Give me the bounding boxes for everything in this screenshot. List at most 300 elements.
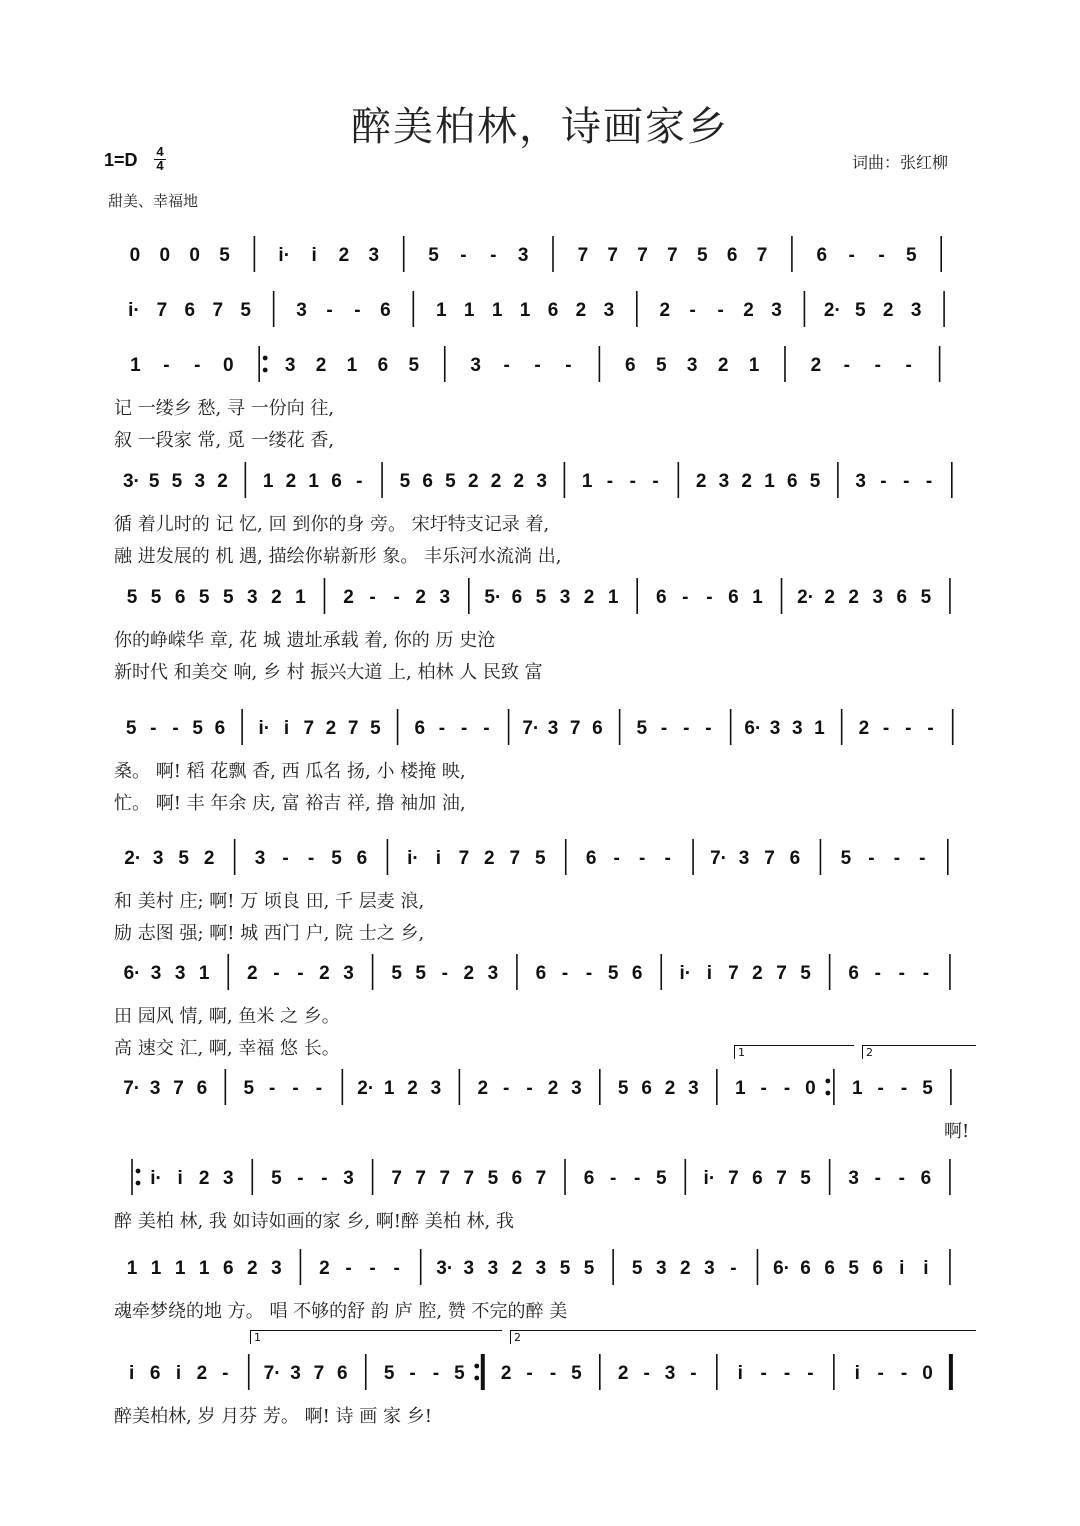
score-system (114, 232, 980, 276)
note: 2 (315, 355, 327, 376)
note: 2 (848, 587, 859, 608)
note: 2 (325, 718, 337, 739)
note: i (899, 1258, 905, 1279)
note: 6 (149, 1363, 161, 1384)
note: 5 (222, 587, 234, 608)
note: 2 (319, 1258, 330, 1279)
note: 6 (848, 963, 859, 984)
note: 5 (559, 1258, 571, 1279)
score-system (114, 1155, 980, 1199)
lyric-line: 新时代 和美交 响, 乡 村 振兴大道 上, 柏林 人 民致 富 (114, 662, 543, 683)
note: 7 (728, 1168, 739, 1189)
hold-dash: - (461, 718, 468, 739)
note: 5 (800, 1168, 811, 1189)
score-system (114, 1245, 980, 1289)
note: 5 (631, 1258, 643, 1279)
hold-dash: - (409, 1363, 416, 1384)
repeat-dot (263, 356, 268, 361)
note: 3 (910, 300, 922, 321)
notation-line (114, 950, 980, 994)
note: 6 (896, 587, 908, 608)
hold-dash: - (689, 300, 696, 321)
note: 2 (407, 1078, 418, 1099)
lyric-line: 高 速交 汇, 啊, 幸福 悠 长。 (114, 1038, 340, 1059)
note: 2 (695, 471, 707, 492)
note: 6 (631, 963, 643, 984)
note: 7 (303, 718, 315, 739)
note: 1 (295, 587, 306, 608)
note: 6 (752, 1168, 763, 1189)
note: 5 (487, 1168, 499, 1189)
note: 6 (641, 1078, 652, 1099)
note: 3 (296, 300, 307, 321)
note: 5 (809, 471, 821, 492)
volta-bracket: 1 (734, 1045, 854, 1059)
hold-dash: - (292, 1078, 299, 1099)
tempo-marking: 甜美、幸福地 (108, 192, 199, 210)
note: 5· (484, 587, 502, 608)
time-signature-top: 4 (156, 144, 164, 159)
note: 3 (254, 848, 266, 869)
note: 5 (243, 1078, 255, 1099)
note: 3 (463, 1258, 475, 1279)
note: 2 (743, 300, 754, 321)
lyric-line: 醉美柏林, 岁 月芬 芳。 啊! 诗 画 家 乡! (114, 1406, 432, 1427)
note: 6 (787, 471, 798, 492)
volta-bracket: 1 (250, 1330, 502, 1344)
note: i· (407, 848, 419, 869)
hold-dash: - (356, 471, 363, 492)
hold-dash: - (561, 963, 569, 984)
note: 3 (517, 245, 529, 266)
score-system (114, 574, 980, 618)
note: 5 (240, 300, 251, 321)
note: 3 (152, 848, 164, 869)
note: 3 (547, 718, 559, 739)
hold-dash: - (549, 1363, 557, 1384)
note: 0 (189, 245, 200, 266)
note: 2· (124, 848, 142, 869)
note: 3 (686, 355, 698, 376)
note: 5 (171, 471, 183, 492)
note: 3 (343, 963, 354, 984)
note: 1 (262, 471, 274, 492)
note: 5 (370, 718, 381, 739)
note: 2 (659, 300, 671, 321)
note: 7 (463, 1168, 475, 1189)
note: 2 (500, 1363, 512, 1384)
hold-dash: - (760, 1363, 767, 1384)
note: 7 (439, 1168, 451, 1189)
lyric-line: 记 一缕乡 愁, 寻 一份向 往, (114, 398, 335, 419)
hold-dash: - (807, 1363, 814, 1384)
notation-line (114, 1245, 980, 1289)
note: 3 (791, 718, 803, 739)
note: 5 (428, 245, 439, 266)
hold-dash: - (565, 355, 572, 376)
note: 5 (855, 300, 866, 321)
note: 2 (217, 471, 228, 492)
note: 5 (655, 1168, 667, 1189)
note: 5 (607, 963, 619, 984)
note: 3 (571, 1078, 582, 1099)
note: 2 (680, 1258, 691, 1279)
note: 1 (198, 1258, 210, 1279)
hold-dash: - (874, 355, 881, 376)
score-system (114, 342, 980, 386)
note: 3 (769, 718, 781, 739)
note: 1 (519, 300, 531, 321)
hold-dash: - (150, 718, 157, 739)
note: 2 (824, 587, 835, 608)
hold-dash: - (905, 718, 912, 739)
hold-dash: - (438, 718, 446, 739)
note: 5 (636, 718, 648, 739)
note: 2 (513, 471, 525, 492)
note: 2 (511, 1258, 523, 1279)
note: 3 (222, 1168, 234, 1189)
note: 3 (487, 1258, 499, 1279)
note: 6 (728, 587, 739, 608)
note: 5 (126, 587, 138, 608)
notation-line (114, 574, 980, 618)
note: 7· (522, 718, 540, 739)
note: 2 (203, 848, 215, 869)
note: 6· (744, 718, 762, 739)
note: 3 (848, 1168, 859, 1189)
note: 7 (212, 300, 224, 321)
note: 3 (290, 1363, 301, 1384)
note: 2 (247, 963, 258, 984)
hold-dash: - (315, 1078, 323, 1099)
hold-dash: - (919, 848, 926, 869)
hold-dash: - (222, 1363, 229, 1384)
hold-dash: - (927, 718, 934, 739)
note: 7· (263, 1363, 281, 1384)
note: 6 (174, 587, 186, 608)
note: 7 (577, 245, 589, 266)
note: 3 (738, 848, 750, 869)
note: 2 (415, 587, 426, 608)
note: 3 (718, 471, 730, 492)
note: 6 (872, 1258, 884, 1279)
note: 5 (906, 245, 917, 266)
note: 5 (178, 848, 189, 869)
note: 1 (814, 718, 825, 739)
note: 7 (607, 245, 619, 266)
hold-dash: - (534, 355, 541, 376)
note: 7 (173, 1078, 184, 1099)
notation-line (114, 1155, 980, 1199)
hold-dash: - (503, 355, 510, 376)
note: 2 (575, 300, 587, 321)
note: 3 (536, 471, 547, 492)
note: i· (679, 963, 692, 984)
hold-dash: - (172, 718, 179, 739)
note: 1 (752, 587, 763, 608)
note: 5 (583, 1258, 595, 1279)
lyric-line: 田 园风 情, 啊, 鱼米 之 乡。 (114, 1006, 340, 1027)
note: 2 (617, 1363, 629, 1384)
hold-dash: - (297, 963, 304, 984)
note: 3 (487, 963, 499, 984)
hold-dash: - (369, 587, 376, 608)
repeat-dot (474, 1376, 479, 1381)
song-title: 醉美柏林，诗画家乡 (351, 104, 729, 150)
note: 5 (399, 471, 411, 492)
note: 5 (840, 848, 852, 869)
note: 5 (148, 471, 160, 492)
note: i (283, 718, 290, 739)
note: 2· (357, 1078, 375, 1099)
note: 5 (219, 245, 230, 266)
hold-dash: - (898, 963, 905, 984)
note: 3 (174, 963, 186, 984)
hold-dash: - (282, 848, 289, 869)
hold-dash: - (297, 1168, 304, 1189)
hold-dash: - (268, 1078, 276, 1099)
note: 1 (607, 587, 619, 608)
note: 0 (159, 245, 171, 266)
hold-dash: - (705, 718, 712, 739)
note: 6· (773, 1258, 790, 1279)
note: 6 (585, 848, 597, 869)
lyric-line: 醉 美柏 林, 我 如诗如画的家 乡, 啊!醉 美柏 林, 我 (114, 1211, 514, 1232)
note: 3 (439, 587, 451, 608)
volta-bracket: 2 (510, 1330, 976, 1344)
hold-dash: - (490, 245, 497, 266)
note: 3 (655, 1258, 667, 1279)
note: 6 (222, 1258, 234, 1279)
hold-dash: - (877, 1363, 884, 1384)
hold-dash: - (880, 471, 887, 492)
hold-dash: - (460, 245, 467, 266)
note: 1 (748, 355, 760, 376)
hold-dash: - (717, 300, 724, 321)
hold-dash: - (903, 471, 910, 492)
note: 1 (308, 471, 319, 492)
note: 0 (129, 245, 141, 266)
hold-dash: - (843, 355, 850, 376)
hold-dash: - (922, 963, 930, 984)
note: 5 (920, 587, 932, 608)
note: 7 (535, 1168, 547, 1189)
note: 5 (697, 245, 708, 266)
note: 3 (271, 1258, 282, 1279)
note: 6 (824, 1258, 835, 1279)
hold-dash: - (483, 718, 490, 739)
note: i· (150, 1168, 162, 1189)
note: 3 (872, 587, 884, 608)
note: 2 (490, 471, 502, 492)
note: 5 (454, 1363, 465, 1384)
note: 7· (710, 848, 728, 869)
note: 2 (247, 1258, 258, 1279)
note: 2 (285, 471, 297, 492)
hold-dash: - (441, 963, 448, 984)
note: 2 (583, 587, 595, 608)
note: 5 (391, 963, 402, 984)
note: i· (258, 718, 271, 739)
note: 3 (430, 1078, 442, 1099)
note: 3 (704, 1258, 715, 1279)
hold-dash: - (660, 718, 668, 739)
note: 5 (125, 718, 137, 739)
hold-dash: - (393, 1258, 400, 1279)
notation-line (114, 287, 980, 331)
note: 6 (377, 355, 389, 376)
note: 7 (156, 300, 168, 321)
hold-dash: - (877, 1078, 884, 1099)
note: 2 (752, 963, 763, 984)
hold-dash: - (634, 1168, 641, 1189)
note: 6 (422, 471, 433, 492)
lyric-line: 桑。 啊! 稻 花飘 香, 西 瓜名 扬, 小 楼掩 映, (114, 761, 466, 782)
note: 3 (559, 587, 571, 608)
time-signature-bottom: 4 (156, 158, 164, 173)
note: i (129, 1363, 135, 1384)
hold-dash: - (369, 1258, 376, 1279)
hold-dash: - (882, 718, 890, 739)
note: 6 (625, 355, 636, 376)
note: 7 (728, 963, 739, 984)
note: 6 (337, 1363, 348, 1384)
score-system (114, 1065, 980, 1109)
note: 6 (726, 245, 738, 266)
hold-dash: - (682, 587, 689, 608)
notation-line (114, 232, 980, 276)
note: 7 (667, 245, 678, 266)
hold-dash: - (393, 587, 400, 608)
note: i (706, 963, 713, 984)
note: 6 (196, 1078, 208, 1099)
note: 2 (547, 1078, 559, 1099)
note: 2 (271, 587, 282, 608)
note: 3 (603, 300, 615, 321)
hold-dash: - (848, 245, 855, 266)
score-system (114, 458, 980, 502)
note: 6 (789, 848, 801, 869)
note: 0 (222, 355, 234, 376)
hold-dash: - (643, 1363, 650, 1384)
note: 6 (547, 300, 559, 321)
hold-dash: - (432, 1363, 440, 1384)
hold-dash: - (783, 1078, 791, 1099)
note: i (923, 1258, 929, 1279)
note: 1 (581, 471, 593, 492)
note: 3 (194, 471, 206, 492)
hold-dash: - (690, 1363, 697, 1384)
hold-dash: - (874, 963, 881, 984)
notation-line (114, 705, 980, 749)
note: 3 (771, 300, 782, 321)
note: 5 (534, 848, 546, 869)
hold-dash: - (326, 300, 333, 321)
note: 1 (383, 1078, 395, 1099)
note: 2· (823, 300, 841, 321)
note: 6 (816, 245, 828, 266)
note: i· (128, 300, 140, 321)
score-system (114, 950, 980, 994)
notation-line (114, 342, 980, 386)
note: 6 (592, 718, 603, 739)
note: 6 (356, 848, 368, 869)
note: 5 (922, 1078, 933, 1099)
hold-dash: - (878, 245, 885, 266)
note: 1 (126, 1258, 138, 1279)
note: i (311, 245, 317, 266)
hold-dash: - (163, 355, 170, 376)
hold-dash: - (760, 1078, 767, 1099)
note: 1 (491, 300, 503, 321)
note: 6 (331, 471, 342, 492)
note: 7 (776, 1168, 787, 1189)
note: 6 (380, 300, 391, 321)
lyric-line: 叙 一段家 常, 觅 一缕花 香, (114, 430, 335, 451)
note: 0 (922, 1363, 933, 1384)
hold-dash: - (652, 471, 659, 492)
hold-dash: - (783, 1363, 791, 1384)
hold-dash: - (900, 1078, 908, 1099)
note: i· (703, 1168, 716, 1189)
hold-dash: - (526, 1363, 533, 1384)
note: 3 (149, 1078, 161, 1099)
hold-dash: - (345, 1258, 352, 1279)
note: 7 (458, 848, 470, 869)
hold-dash: - (526, 1078, 533, 1099)
note: 7 (637, 245, 648, 266)
note: 5 (617, 1078, 629, 1099)
note: 7 (756, 245, 768, 266)
note: 7 (776, 963, 787, 984)
hold-dash: - (900, 1363, 908, 1384)
hold-dash: - (925, 471, 933, 492)
note: 5 (331, 848, 342, 869)
notation-line (114, 1065, 980, 1109)
repeat-dot (136, 1169, 141, 1174)
score-system (114, 705, 980, 749)
note: i (175, 1363, 182, 1384)
hold-dash: - (730, 1258, 737, 1279)
note: 2 (319, 963, 330, 984)
note: i· (278, 245, 291, 266)
repeat-dot (825, 1091, 830, 1096)
lyric-line: 融 进发展的 机 遇, 描绘你崭新形 象。 丰乐河水流淌 出, (114, 546, 562, 567)
note: 7 (347, 718, 359, 739)
note: 6 (511, 1168, 523, 1189)
note: 5 (445, 471, 456, 492)
hold-dash: - (613, 848, 620, 869)
note: 5 (198, 587, 210, 608)
note: 7 (764, 848, 775, 869)
note: 6 (184, 300, 196, 321)
hold-dash: - (321, 1168, 328, 1189)
note: 1 (174, 1258, 186, 1279)
time-signature (152, 146, 168, 172)
note: 2 (741, 471, 752, 492)
score-system (114, 287, 980, 331)
hold-dash: - (874, 1168, 881, 1189)
hold-dash: - (905, 355, 912, 376)
note: 7· (123, 1078, 141, 1099)
note: 6 (414, 718, 426, 739)
note: 5 (571, 1363, 582, 1384)
note: 2 (810, 355, 822, 376)
notation-line (114, 835, 980, 879)
note: 2 (882, 300, 894, 321)
key-signature: 1=D (104, 150, 138, 170)
hold-dash: - (638, 848, 646, 869)
